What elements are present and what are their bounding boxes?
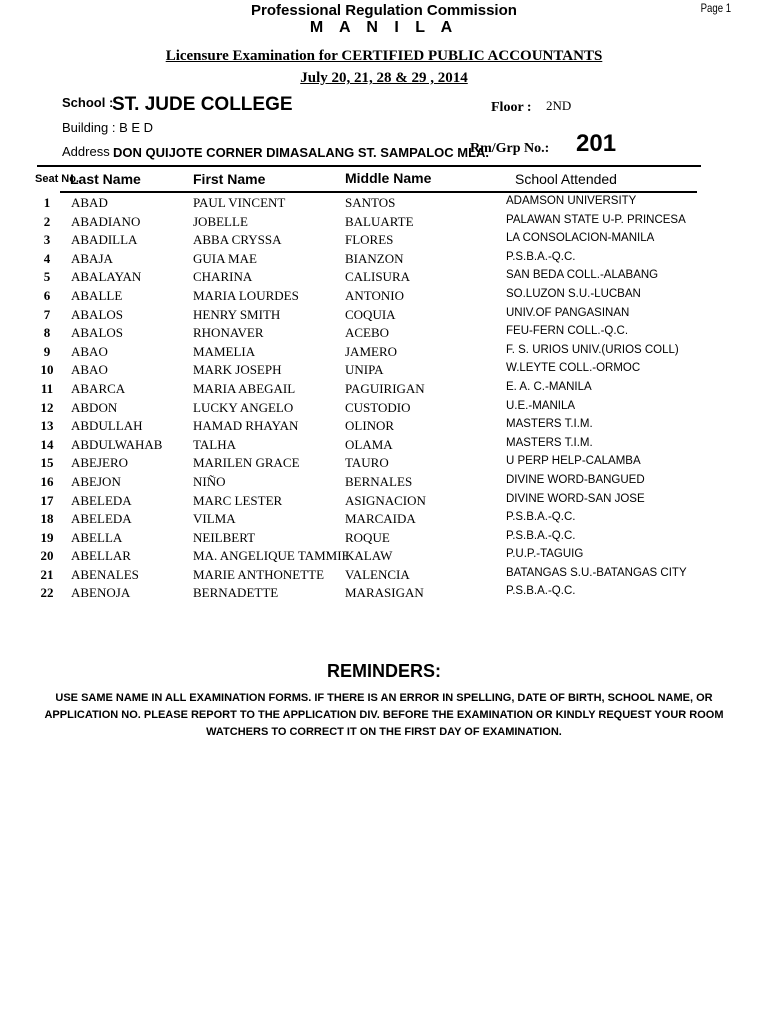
table-row [0,325,768,344]
last-name: ABADIANO [71,213,141,229]
school-attended: UNIV.OF PANGASINAN [506,306,630,319]
middle-name: SANTOS [345,195,396,210]
seat-number: 16 [40,473,54,489]
room-number: 201 [576,130,617,157]
table-row [0,437,768,456]
last-name: ABALOS [71,325,124,341]
middle-name: OLAMA [345,436,393,452]
first-name: JOBELLE [193,213,248,229]
exam-title: Licensure Examination for CERTIFIED PUBLIC ACCOUNTANTS [165,48,603,64]
last-name: ABELEDA [71,492,132,508]
first-name: HENRY SMITH [193,306,281,322]
table-row [0,418,768,437]
school-attended: U PERP HELP-CALAMBA [506,455,641,468]
school-attended: U.E.-MANILA [506,399,576,412]
table-row [0,493,768,512]
table-row [0,381,768,400]
school-attended: P.S.B.A.-Q.C. [506,250,576,263]
middle-name: JAMERO [345,343,398,359]
city-title: M A N I L A [309,19,459,36]
middle-name: FLORES [345,232,394,248]
last-name: ABEJERO [71,455,129,471]
school-attended: DIVINE WORD-BANGUED [506,473,645,486]
first-name: NEILBERT [193,529,256,545]
last-name: ABENOJA [71,585,131,601]
school-attended: MASTERS T.I.M. [506,436,593,449]
school-attended: W.LEYTE COLL.-ORMOC [506,362,641,375]
seat-number: 18 [40,511,54,527]
middle-name: MARASIGAN [345,585,424,601]
first-name: MARC LESTER [193,492,283,508]
last-name: ABENALES [71,566,139,582]
school-label: School : [62,95,114,110]
organization-title: Professional Regulation Commission [251,2,517,19]
last-name: ABALAYAN [71,269,142,285]
first-name: BERNADETTE [193,585,279,601]
school-attended: P.S.B.A.-Q.C. [506,585,576,598]
column-header-last-name: Last Name [70,171,141,187]
seat-number: 1 [43,195,51,210]
seat-number: 15 [40,455,54,471]
seat-number: 6 [43,287,51,303]
address-value: DON QUIJOTE CORNER DIMASALANG ST. SAMPALOC MLA. [113,145,490,160]
school-attended: PALAWAN STATE U-P. PRINCESA [506,213,686,226]
last-name: ABALOS [71,306,124,322]
seat-number: 22 [40,585,54,601]
middle-name: UNIPA [345,362,384,378]
first-name: MARIA ABEGAIL [193,380,296,396]
table-row [0,195,768,214]
seat-number: 2 [43,213,51,229]
address-label: Address : [62,144,117,159]
school-attended: F. S. URIOS UNIV.(URIOS COLL) [506,343,679,356]
table-row [0,474,768,493]
first-name: MARIA LOURDES [193,287,299,303]
school-attended: MASTERS T.I.M. [506,418,593,431]
table-row [0,567,768,586]
table-row [0,232,768,251]
middle-name: TAURO [345,455,389,471]
first-name: LUCKY ANGELO [193,399,294,415]
seat-number: 17 [40,492,54,508]
first-name: TALHA [193,436,237,452]
examinee-table [0,195,768,604]
table-row [0,288,768,307]
first-name: VILMA [193,511,236,527]
first-name: PAUL VINCENT [193,195,286,210]
seat-number: 13 [40,418,54,434]
page-number: Page 1 [700,1,731,15]
school-attended: SO.LUZON S.U.-LUCBAN [506,287,641,300]
school-attended: BATANGAS S.U.-BATANGAS CITY [506,566,687,579]
school-attended: P.U.P.-TAGUIG [506,548,584,561]
last-name: ABAJA [71,250,113,266]
last-name: ABDULWAHAB [71,436,163,452]
last-name: ABELEDA [71,511,132,527]
last-name: ABAO [71,343,108,359]
first-name: CHARINA [193,269,253,285]
table-row [0,269,768,288]
school-name: ST. JUDE COLLEGE [112,94,293,115]
first-name: NIÑO [193,473,226,489]
last-name: ABELLA [71,529,123,545]
seat-number: 3 [43,232,51,248]
seat-number: 11 [40,380,54,396]
seat-number: 9 [43,343,51,359]
last-name: ABAD [71,195,108,210]
first-name: MAMELIA [193,343,256,359]
table-row [0,548,768,567]
table-row [0,585,768,604]
last-name: ABDON [71,399,118,415]
table-row [0,307,768,326]
header-rule [37,165,701,167]
last-name: ABDULLAH [71,418,143,434]
seat-number: 5 [43,269,51,285]
middle-name: BERNALES [345,473,413,489]
school-attended: FEU-FERN COLL.-Q.C. [506,325,629,338]
first-name: RHONAVER [193,325,264,341]
table-row [0,455,768,474]
seat-number: 12 [40,399,54,415]
building-label: Building : B E D [62,120,154,135]
middle-name: VALENCIA [345,566,410,582]
middle-name: ACEBO [345,325,390,341]
column-header-seat: Seat No. [35,173,80,185]
reminders-title: REMINDERS: [326,661,441,681]
seat-number: 21 [40,566,54,582]
last-name: ABARCA [71,380,126,396]
seat-number: 8 [43,325,51,341]
floor-value: 2ND [546,98,572,113]
first-name: MARILEN GRACE [193,455,300,471]
first-name: HAMAD RHAYAN [193,418,299,434]
column-header-first-name: First Name [193,171,266,187]
seat-number: 7 [43,306,51,322]
middle-name: ROQUE [345,529,390,545]
table-row [0,214,768,233]
first-name: ABBA CRYSSA [193,232,282,248]
table-row [0,362,768,381]
school-attended: DIVINE WORD-SAN JOSE [506,492,645,505]
seat-number: 4 [43,250,51,266]
middle-name: OLINOR [345,418,395,434]
table-row [0,400,768,419]
middle-name: CUSTODIO [345,399,411,415]
column-header-middle-name: Middle Name [345,170,432,186]
middle-name: MARCAIDA [345,511,416,527]
table-row [0,511,768,530]
last-name: ABALLE [71,287,123,303]
middle-name: COQUIA [345,306,396,322]
table-row [0,344,768,363]
school-attended: ADAMSON UNIVERSITY [506,195,637,207]
last-name: ABAO [71,362,108,378]
exam-dates: July 20, 21, 28 & 29 , 2014 [300,70,468,86]
room-label: Rm/Grp No.: [470,141,550,156]
table-row [0,530,768,549]
first-name: GUIA MAE [193,250,257,266]
column-header-school: School Attended [515,171,617,187]
column-rule [60,191,697,193]
first-name: MA. ANGELIQUE TAMMIE [193,548,350,564]
middle-name: ANTONIO [345,287,404,303]
reminders-text: USE SAME NAME IN ALL EXAMINATION FORMS. IF THERE IS AN ERROR IN SPELLING, DATE OF BIRTH, SCHOOL NAME, OR APPLICATION NO. PLEASE REPORT TO THE APPLICATION DIV. BEFORE THE EXAMINATION OR KINDLY REQUEST YOUR ROOM WATCHERS TO CORRECT IT ON THE FIRST DAY OF EXAMINATION. [44,692,724,738]
first-name: MARK JOSEPH [193,362,282,378]
school-attended: LA CONSOLACION-MANILA [506,232,655,245]
seat-number: 10 [40,362,54,378]
last-name: ABADILLA [71,232,138,248]
last-name: ABEJON [71,473,121,489]
table-row [0,251,768,270]
seat-number: 14 [40,436,54,452]
middle-name: KALAW [345,548,393,564]
school-attended: P.S.B.A.-Q.C. [506,529,576,542]
first-name: MARIE ANTHONETTE [193,566,325,582]
middle-name: BALUARTE [345,213,414,229]
middle-name: PAGUIRIGAN [345,380,425,396]
seat-number: 19 [40,529,54,545]
last-name: ABELLAR [71,548,131,564]
middle-name: ASIGNACION [345,492,426,508]
school-attended: P.S.B.A.-Q.C. [506,511,576,524]
middle-name: BIANZON [345,250,404,266]
seat-number: 20 [40,548,54,564]
school-attended: E. A. C.-MANILA [506,380,592,393]
school-attended: SAN BEDA COLL.-ALABANG [506,269,659,282]
floor-label: Floor : [491,100,532,115]
middle-name: CALISURA [345,269,411,285]
